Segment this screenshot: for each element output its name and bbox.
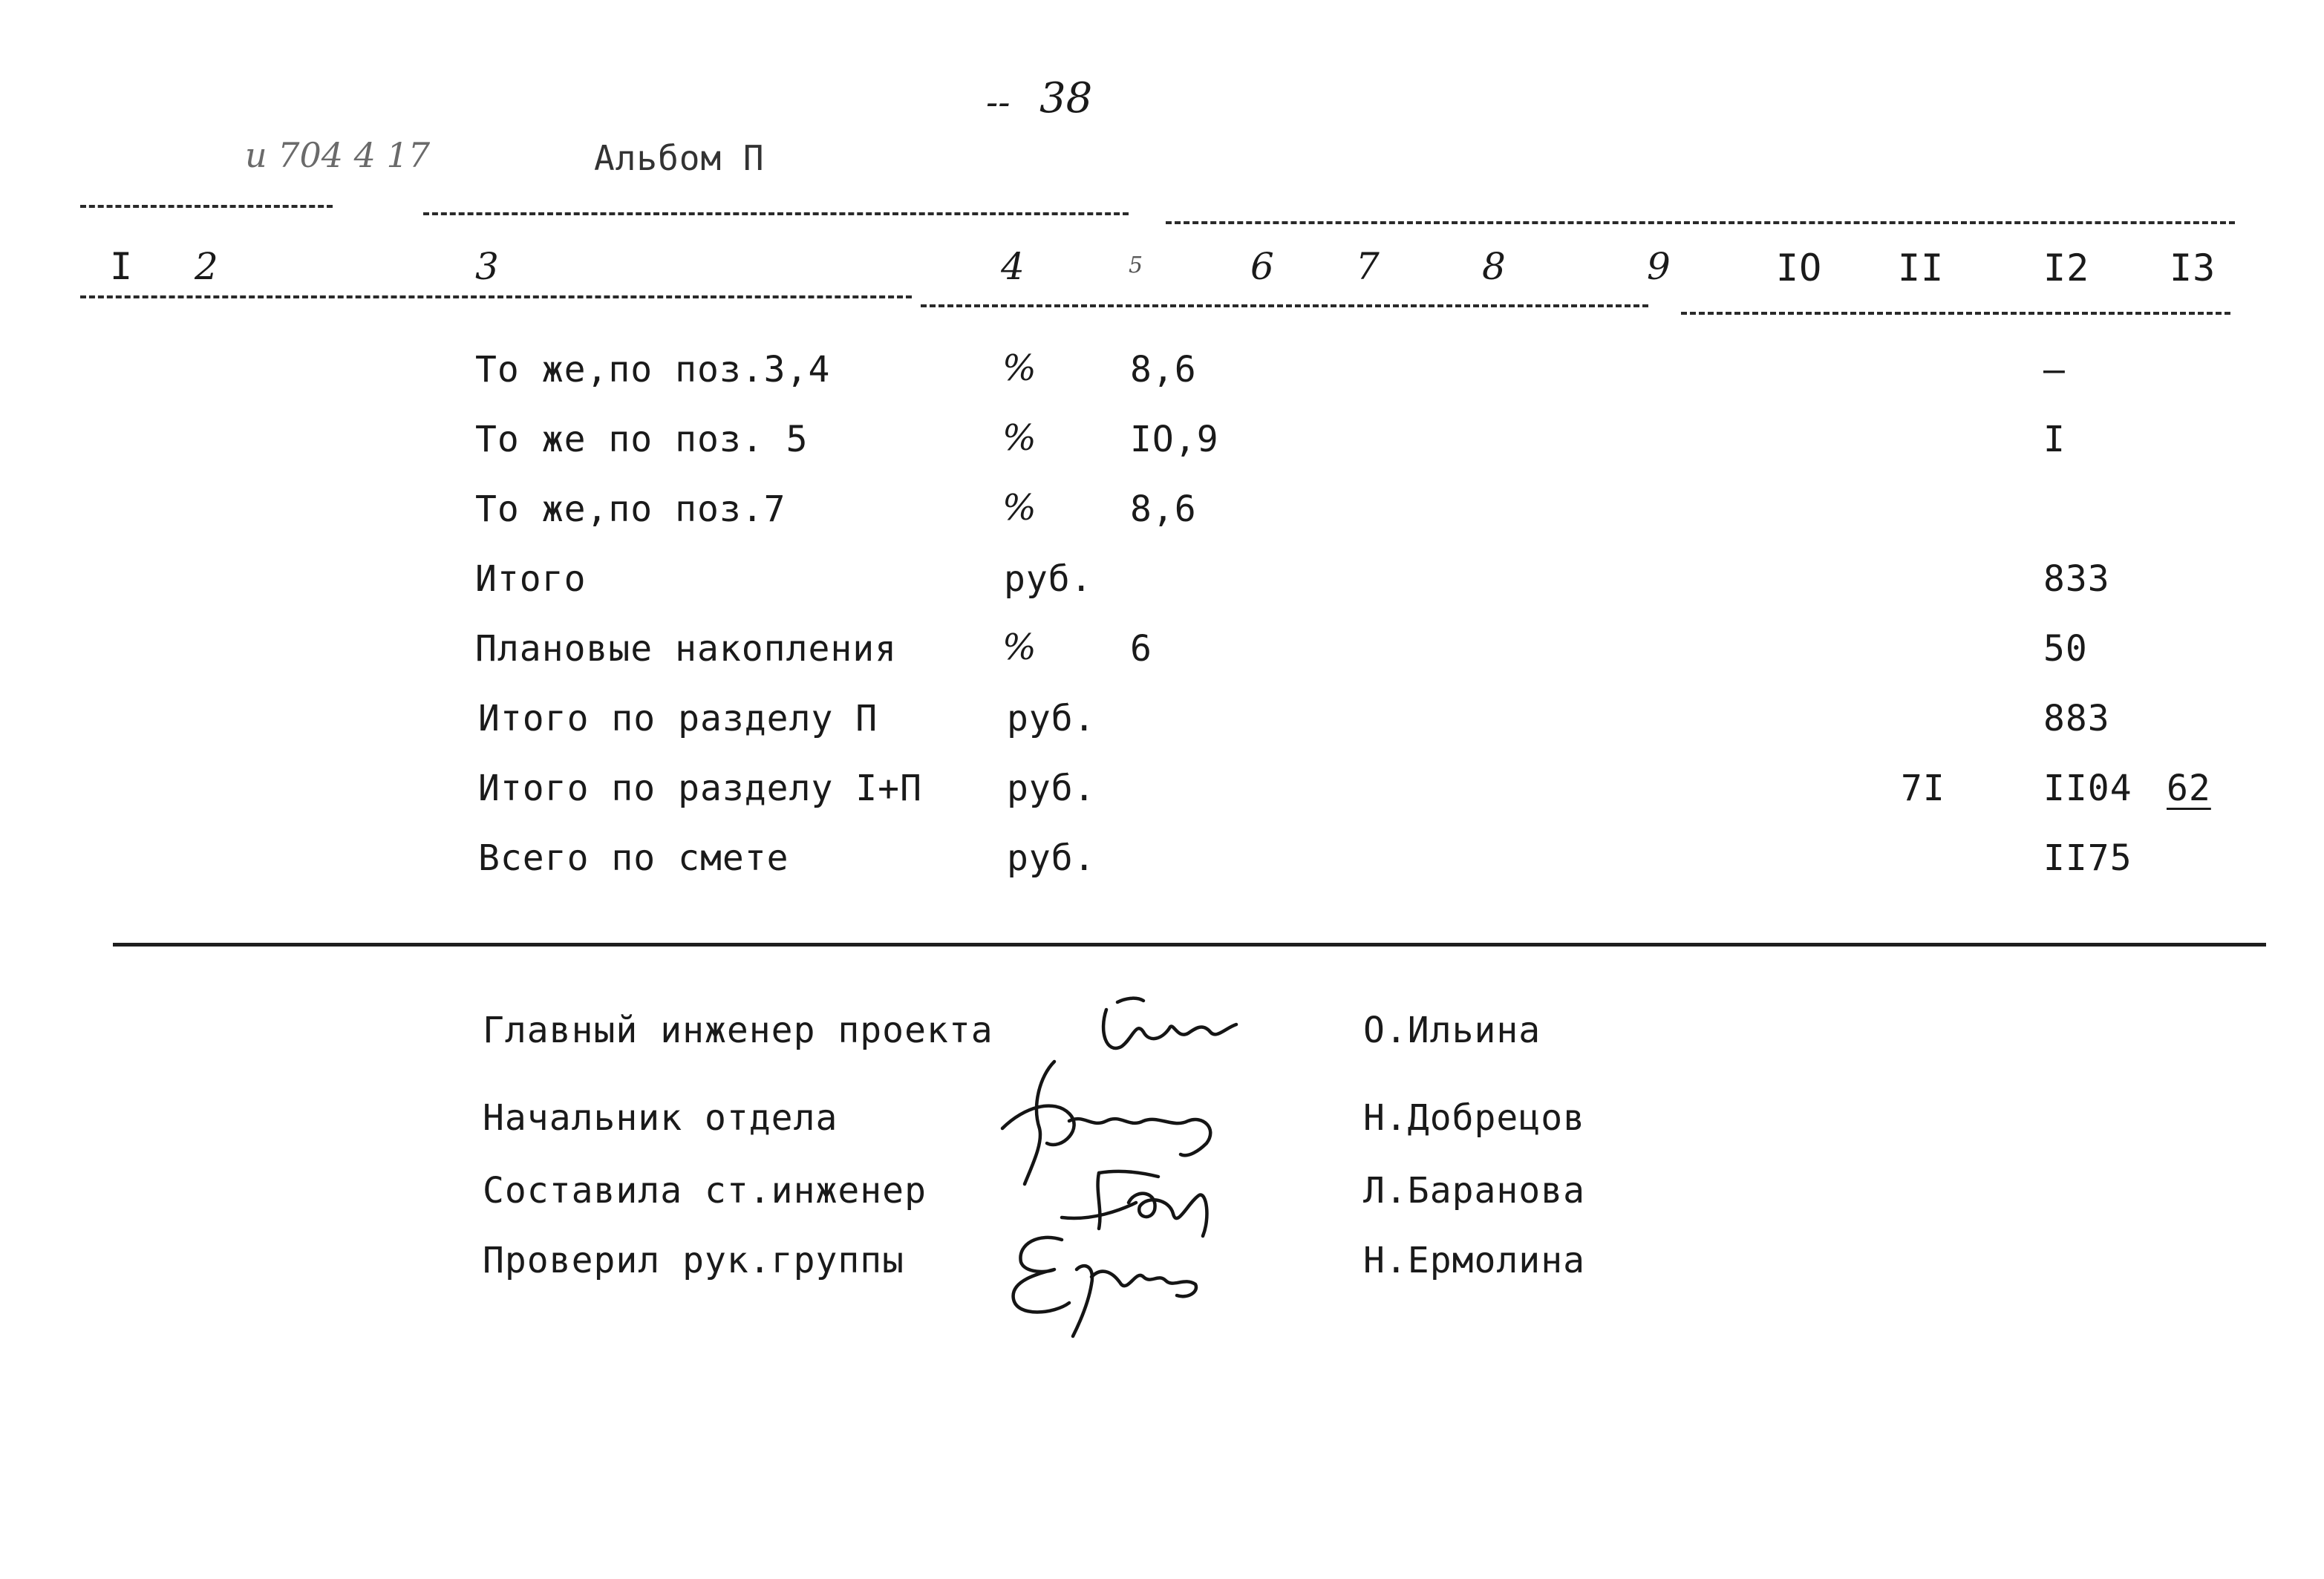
column-number: 6: [1250, 245, 1274, 288]
row-unit: руб.: [1007, 768, 1096, 809]
column-number: II: [1898, 246, 1945, 290]
column-number: I: [110, 245, 134, 288]
row-name: Плановые накопления: [475, 628, 898, 670]
row-col12: 50: [2043, 628, 2088, 670]
signatory-name: О.Ильина: [1363, 1010, 1541, 1051]
header-top-rule-1: [80, 205, 333, 208]
header-bottom-rule-1: [80, 295, 912, 298]
row-unit: руб.: [1004, 558, 1093, 600]
signatory-name: Н.Ермолина: [1363, 1240, 1585, 1281]
row-rate: 8,6: [1130, 488, 1197, 530]
doc-code: и 704 4 17: [245, 135, 431, 175]
signatory-role: Составила ст.инженер: [483, 1170, 927, 1212]
signatory-name: Л.Баранова: [1363, 1170, 1585, 1212]
page-number: 38: [1039, 74, 1093, 122]
row-rate: 8,6: [1130, 349, 1197, 390]
signature-ermolina: [995, 1217, 1218, 1336]
row-col13: 62: [2167, 768, 2211, 809]
row-unit: руб.: [1007, 837, 1096, 879]
row-name: Итого по разделу I+П: [478, 768, 922, 809]
page-dash: --: [986, 82, 1011, 123]
row-unit: %: [1002, 627, 1037, 668]
column-number: 8: [1482, 245, 1506, 288]
column-number: 2: [195, 245, 218, 288]
header-top-rule-3: [1166, 221, 2235, 224]
row-unit: %: [1002, 417, 1037, 459]
row-col12: 883: [2043, 698, 2110, 739]
signatory-role: Начальник отдела: [483, 1097, 838, 1139]
header-bottom-rule-2: [921, 304, 1648, 307]
column-number: 7: [1356, 245, 1380, 288]
signatory-name: Н.Добрецов: [1363, 1097, 1585, 1139]
column-number: 9: [1647, 245, 1671, 288]
row-col12: 833: [2043, 558, 2110, 600]
header-top-rule-2: [423, 212, 1129, 215]
column-number: I2: [2043, 246, 2090, 290]
column-number: 3: [475, 245, 499, 288]
column-number: 5: [1129, 252, 1143, 278]
row-col11: 7I: [1901, 768, 1945, 809]
album-label: Альбом П: [594, 138, 765, 178]
row-name: То же,по поз.3,4: [475, 349, 831, 390]
row-unit: руб.: [1007, 698, 1096, 739]
row-col12: II04: [2043, 768, 2132, 809]
column-number: 4: [1001, 245, 1025, 288]
row-col12: –: [2043, 349, 2066, 390]
row-name: Всего по смете: [478, 837, 789, 879]
column-number: I3: [2170, 246, 2216, 290]
row-name: То же по поз. 5: [475, 419, 809, 460]
header-bottom-rule-3: [1681, 312, 2230, 315]
signatory-role: Главный инженер проекта: [483, 1010, 993, 1051]
row-name: То же,по поз.7: [475, 488, 786, 530]
row-unit: %: [1002, 487, 1037, 529]
column-number: IO: [1776, 246, 1823, 290]
row-col12: I: [2043, 419, 2066, 460]
row-name: Итого по разделу П: [478, 698, 878, 739]
row-col12: II75: [2043, 837, 2132, 879]
row-name: Итого: [475, 558, 587, 600]
signatory-role: Проверил рук.группы: [483, 1240, 905, 1281]
row-rate: IO,9: [1130, 419, 1219, 460]
row-rate: 6: [1130, 628, 1152, 670]
table-bottom-rule: [113, 943, 2266, 947]
row-unit: %: [1002, 347, 1037, 389]
